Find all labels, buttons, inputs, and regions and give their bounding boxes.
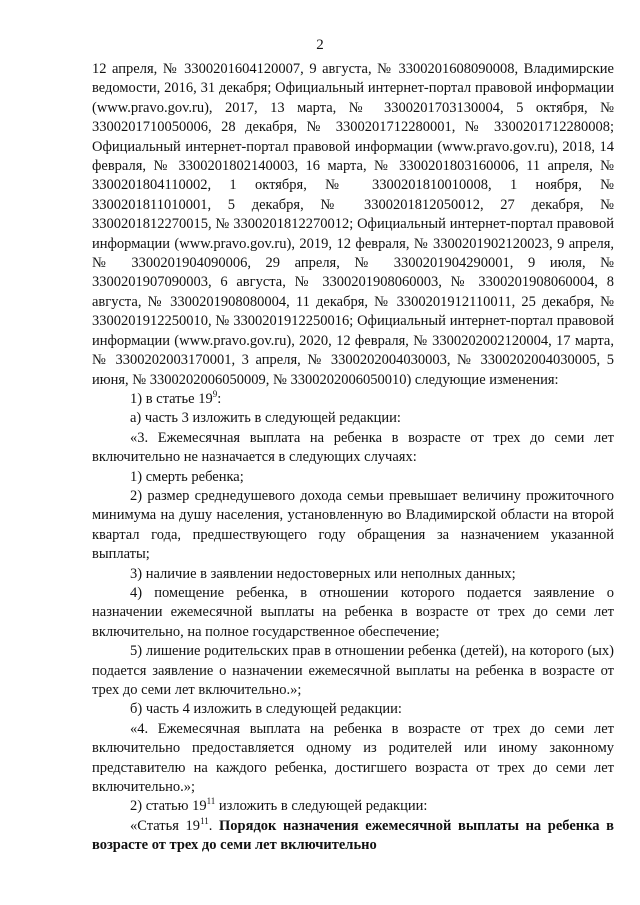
case-1-paragraph: 1) смерть ребенка; xyxy=(130,468,244,485)
case-3-paragraph: 3) наличие в заявлении недостоверных или неполных данных; xyxy=(130,565,516,582)
part-4-paragraph: «4. Ежемесячная выплата на ребенка в возрасте от трех до семи лет включительно предоставляется одному из родителей или иному законному представителю на каждого ребенка, достигшего возраста от трех до семи лет включительно.»; xyxy=(92,720,614,796)
item-1-paragraph xyxy=(92,390,614,409)
case-2-paragraph: 2) размер среднедушевого дохода семьи превышает величину прожиточного минимума на душу населения, установленную во Владимирской области на второй квартал года, предшествующего году обращения за назначением указанной выплаты; xyxy=(92,487,614,563)
case-4-paragraph: 4) помещение ребенка, в отношении которого подается заявление о назначении ежемесячной выплаты на ребенка в возрасте от трех до семи лет включительно, на полное государственное обеспечение; xyxy=(92,584,614,640)
item-1-text: 1) в статье 19 xyxy=(130,390,213,407)
item-1a-paragraph: а) часть 3 изложить в следующей редакции: xyxy=(130,410,401,427)
amendment-sources-paragraph: 12 апреля, № 3300201604120007, 9 августа, № 3300201608090008, Владимирские ведомости, 2016, 31 декабря; Официальный интернет-портал правовой информации (www.pravo.gov.ru), 2017, 13 марта, № 3300201703130004, 5 октября, № 3300201710050006, 28 декабря, № 3300201712280001, № 3300201712280008; Официальный интернет-портал правовой информации (www.pravo.gov.ru), 2018, 14 февраля, № 3300201802140003, 16 марта, № 3300201803160006, 11 апреля, № 3300201804110002, 1 октября, № 3300201810010008, 1 ноября, № 3300201811010001, 5 декабря, № 3300201812050012, 27 декабря, № 3300201812270015, № 3300201812270012; Официальный интернет-портал правовой информации (www.pravo.gov.ru), 2019, 12 февраля, № 3300201902120023, 9 апреля, № 3300201904090006, 29 апреля, № 3300201904290001, 9 июля, № 3300201907090003, 6 августа, № 3300201908060003, № 3300201908060004, 8 августа, № 3300201908080004, 11 декабря, № 3300201912110011, 25 декабря, № 3300201912250010, № 3300201912250016; Официальный интернет-портал правовой информации (www.pravo.gov.ru), 2020, 12 февраля, № 3300202002120004, 17 марта, № 3300202003170001, 3 апреля, № 3300202004030003, № 3300202004030005, 5 июня, № 3300202006050009, № 3300202006050010) следующие изменения: xyxy=(92,61,614,388)
item-2-paragraph xyxy=(92,797,614,816)
item-2-superscript: 11 xyxy=(206,796,216,807)
item-2-text: 2) статью 19 xyxy=(130,798,207,815)
part-3-intro-paragraph: «3. Ежемесячная выплата на ребенка в возрасте от трех до семи лет включительно не назначается в следующих случаях: xyxy=(92,429,614,466)
item-1-superscript: 9 xyxy=(212,388,218,399)
page-number: 2 xyxy=(316,37,324,53)
article-superscript: 11 xyxy=(200,815,209,826)
case-5-paragraph: 5) лишение родительских прав в отношении ребенка (детей), на которого (ых) подается заявление о назначении ежемесячной выплаты на ребенка в возрасте от трех до семи лет включительно.»; xyxy=(92,643,614,698)
article-heading-paragraph xyxy=(92,817,614,856)
item-1-colon: : xyxy=(217,390,222,407)
article-prefix: «Статья 19 xyxy=(130,817,201,834)
document-body xyxy=(92,60,614,856)
item-2-rest: изложить в следующей редакции: xyxy=(215,798,428,815)
item-1b-paragraph: б) часть 4 изложить в следующей редакции: xyxy=(130,701,402,718)
article-title: Порядок назначения ежемесячной выплаты на ребенка в возрасте от трех до семи лет включительно xyxy=(92,817,615,854)
article-dot: . xyxy=(208,817,219,834)
